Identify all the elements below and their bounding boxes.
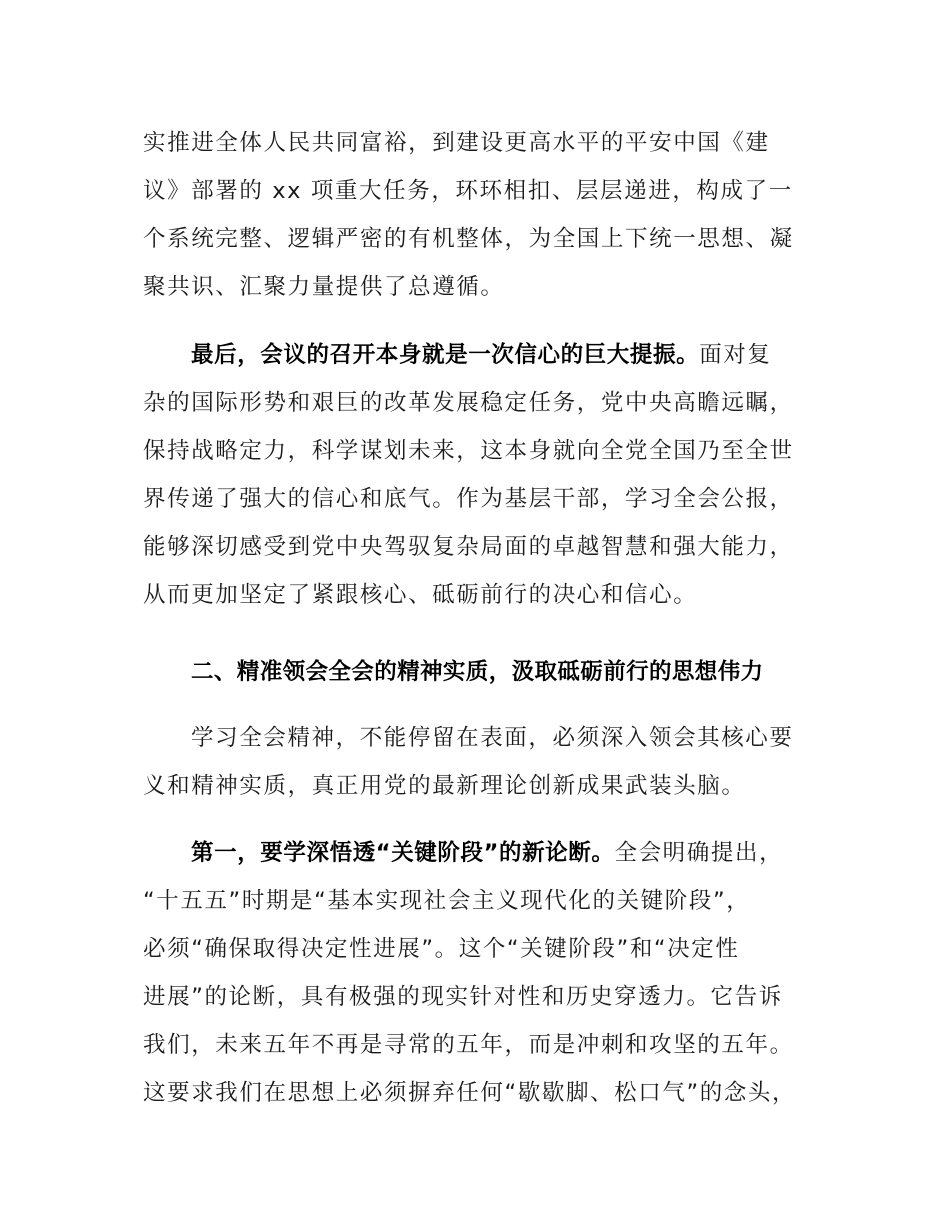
paragraph-line: 必须“确保取得决定性进展”。这个“关键阶段”和“决定性 [143,936,740,962]
paragraph-first-line: 学习全会精神，不能停留在表面，必须深入领会其核心要 [191,725,794,751]
paragraph-first-line [191,838,871,868]
paragraph-line: 议》部署的 xx 项重大任务，环环相扣、层层递进，构成了一 [143,178,793,204]
paragraph-line: 从而更加坚定了紧跟核心、砥砺前行的决心和信心。 [143,582,698,608]
paragraph-line: 进展”的论断，具有极强的现实针对性和历史穿透力。它告诉 [143,984,783,1010]
paragraph-lead-bold: 第一，要学深悟透“关键阶段”的新论断。 [191,840,615,866]
paragraph-line: 聚共识、汇聚力量提供了总遵循。 [143,274,505,300]
paragraph-line: 保持战略定力，科学谋划未来，这本身就向全党全国乃至全世 [143,438,794,464]
paragraph-lead-rest: 面对复 [699,342,772,368]
paragraph-line: 我们，未来五年不再是寻常的五年，而是冲刺和攻坚的五年。 [143,1032,794,1058]
paragraph-line: 能够深切感受到党中央驾驭复杂局面的卓越智慧和强大能力， [143,534,794,560]
paragraph-line: 个系统完整、逻辑严密的有机整体，为全国上下统一思想、凝 [143,226,794,252]
paragraph-line: 义和精神实质，真正用党的最新理论创新成果武装头脑。 [143,773,746,799]
paragraph-line: 界传递了强大的信心和底气。作为基层干部，学习全会公报， [143,486,794,512]
paragraph-line: “十五五”时期是“基本实现社会主义现代化的关键阶段”， [143,888,751,914]
paragraph-line: 杂的国际形势和艰巨的改革发展稳定任务，党中央高瞻远瞩， [143,390,794,416]
section-heading: 二、精准领会全会的精神实质，汲取砥砺前行的思想伟力 [191,659,764,685]
paragraph-first-line [191,340,871,370]
paragraph-line: 这要求我们在思想上必须摒弃任何“歇歇脚、松口气”的念头， [143,1080,797,1106]
paragraph-line: 实推进全体人民共同富裕，到建设更高水平的平安中国《建 [143,130,770,156]
paragraph-lead-bold: 最后，会议的召开本身就是一次信心的巨大提振。 [191,342,700,368]
paragraph-lead-rest: 全会明确提出， [614,840,784,866]
